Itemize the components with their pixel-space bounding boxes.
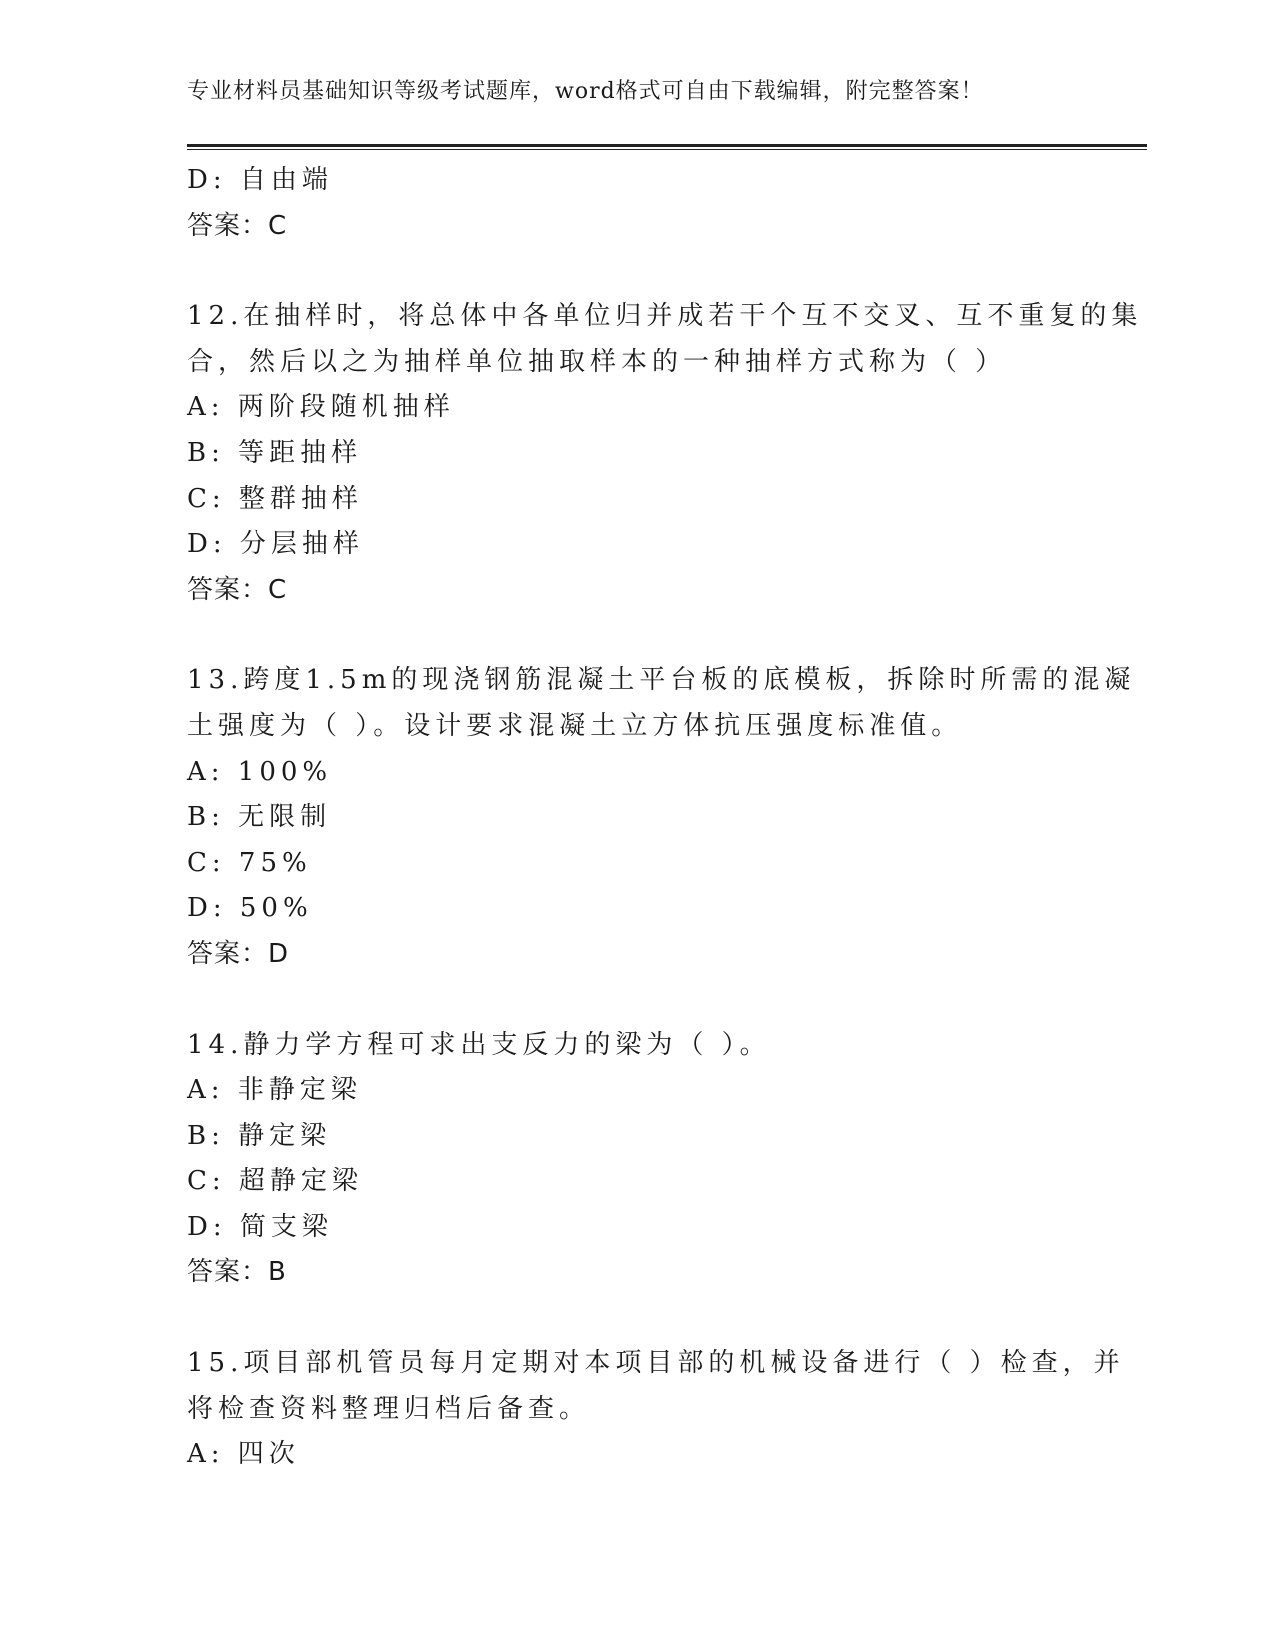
header-divider-thin	[187, 149, 1147, 150]
option-a: A: 100%	[187, 756, 333, 787]
option-b: B: 静定梁	[187, 1120, 332, 1151]
question-stem: 将检查资料整理归档后备查。	[187, 1393, 591, 1424]
option-b: B: 等距抽样	[187, 437, 363, 468]
question-stem: 15.项目部机管员每月定期对本项目部的机械设备进行（ ）检查，并	[187, 1348, 1125, 1379]
option-d: D: 自由端	[187, 165, 333, 195]
question-stem: 12.在抽样时，将总体中各单位归并成若干个互不交叉、互不重复的集	[187, 301, 1143, 332]
question-12	[187, 294, 1143, 613]
option-a: A: 四次	[187, 1439, 300, 1470]
question-list	[187, 158, 1143, 1478]
page-header: 专业材料员基础知识等级考试题库，word格式可自由下载编辑，附完整答案！	[187, 79, 984, 104]
question-stem: 合，然后以之为抽样单位抽取样本的一种抽样方式称为（ ）	[187, 346, 1007, 377]
question-15	[187, 1341, 1125, 1478]
option-b: B: 无限制	[187, 802, 332, 833]
option-c: C: 75%	[187, 847, 312, 878]
question-14	[187, 1023, 1087, 1297]
question-13	[187, 658, 1136, 977]
option-a: A: 非静定梁	[187, 1075, 362, 1106]
option-c: C: 超静定梁	[187, 1166, 363, 1197]
option-d: D: 分层抽样	[187, 529, 364, 560]
question-stem: 14.静力学方程可求出支反力的梁为（ ）。	[187, 1029, 771, 1060]
option-a: A: 两阶段随机抽样	[187, 392, 455, 423]
answer-line: 答案：C	[187, 210, 288, 241]
option-d: D: 简支梁	[187, 1211, 333, 1242]
answer-line: 答案：B	[187, 1257, 287, 1288]
question-stem: 13.跨度1.5m的现浇钢筋混凝土平台板的底模板，拆除时所需的混凝	[187, 665, 1136, 696]
question-stem: 土强度为（ ）。设计要求混凝土立方体抗压强度标准值。	[187, 710, 963, 741]
option-d: D: 50%	[187, 893, 313, 924]
header-divider	[187, 144, 1147, 147]
option-c: C: 整群抽样	[187, 483, 363, 514]
answer-line: 答案：D	[187, 938, 290, 969]
answer-line: 答案：C	[187, 574, 288, 605]
